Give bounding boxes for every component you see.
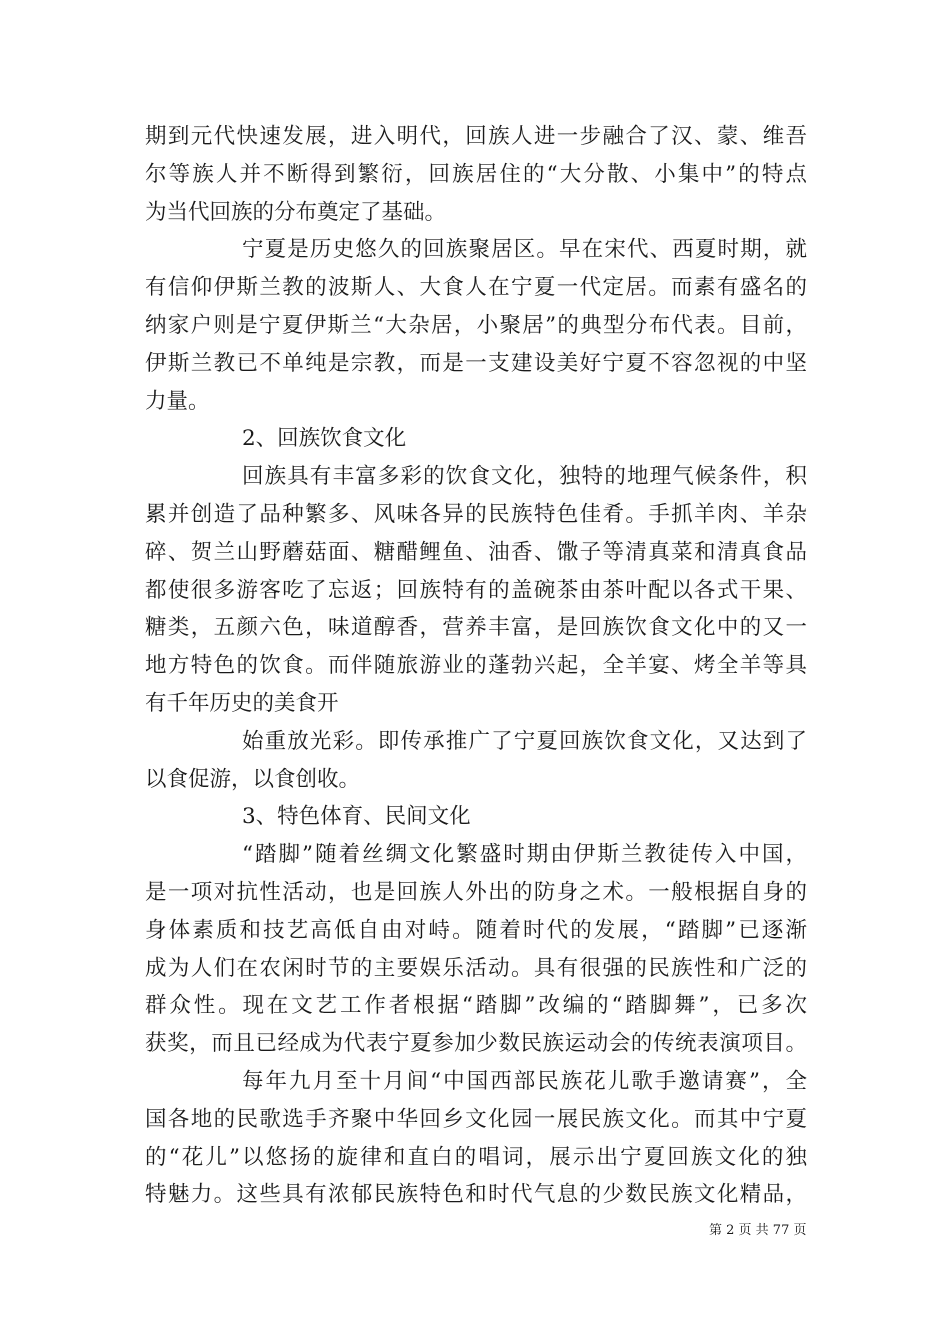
text-line: 的“花儿”以悠扬的旋律和直白的唱词，展示出宁夏回族文化的独 <box>145 1144 807 1170</box>
text-line: 特魅力。这些具有浓郁民族特色和时代气息的少数民族文化精品， <box>145 1182 807 1208</box>
text-line: 期到元代快速发展，进入明代，回族人进一步融合了汉、蒙、维吾 <box>145 124 807 149</box>
text-line: 成为人们在农闲时节的主要娱乐活动。具有很强的民族性和广泛的 <box>145 955 807 981</box>
text-line: 为当代回族的分布奠定了基础。 <box>145 199 447 225</box>
text-line: 地方特色的饮食。而伴随旅游业的蓬勃兴起，全羊宴、烤全羊等具 <box>145 653 807 679</box>
section-heading: 2、回族饮食文化 <box>242 426 407 452</box>
text-line: 伊斯兰教已不单纯是宗教，而是一支建设美好宁夏不容忽视的中坚 <box>145 350 807 376</box>
text-line: 力量。 <box>145 388 210 414</box>
text-line: 群众性。现在文艺工作者根据“踏脚”改编的“踏脚舞”，已多次 <box>145 993 807 1019</box>
text-line: 累并创造了品种繁多、风味各异的民族特色佳肴。手抓羊肉、羊杂 <box>145 501 807 527</box>
text-line: 尔等族人并不断得到繁衍，回族居住的“大分散、小集中”的特点 <box>145 161 807 187</box>
text-line: 回族具有丰富多彩的饮食文化，独特的地理气候条件，积 <box>242 464 807 490</box>
text-line: 国各地的民歌选手齐聚中华回乡文化园一展民族文化。而其中宁夏 <box>145 1106 807 1132</box>
text-line: 都使很多游客吃了忘返；回族特有的盖碗茶由茶叶配以各式干果、 <box>145 577 807 603</box>
text-line: 获奖，而且已经成为代表宁夏参加少数民族运动会的传统表演项目。 <box>145 1031 807 1057</box>
text-line: 始重放光彩。即传承推广了宁夏回族饮食文化，又达到了 <box>242 728 807 754</box>
section-heading: 3、特色体育、民间文化 <box>242 804 471 830</box>
text-line: 以食促游，以食创收。 <box>145 766 361 792</box>
page-number-footer: 第 2 页 共 77 页 <box>709 1223 807 1238</box>
text-line: 宁夏是历史悠久的回族聚居区。早在宋代、西夏时期，就 <box>242 237 807 263</box>
text-line: 是一项对抗性活动，也是回族人外出的防身之术。一般根据自身的 <box>145 879 807 905</box>
text-line: 有千年历史的美食开 <box>145 690 339 716</box>
text-line: 纳家户则是宁夏伊斯兰“大杂居，小聚居”的典型分布代表。目前， <box>145 312 807 338</box>
text-line: 身体素质和技艺高低自由对峙。随着时代的发展，“踏脚”已逐渐 <box>145 917 807 943</box>
text-line: “踏脚”随着丝绸文化繁盛时期由伊斯兰教徒传入中国， <box>242 842 807 868</box>
document-body <box>145 118 807 1214</box>
text-line: 碎、贺兰山野蘑菇面、糖醋鲤鱼、油香、馓子等清真菜和清真食品 <box>145 539 807 565</box>
text-line: 有信仰伊斯兰教的波斯人、大食人在宁夏一代定居。而素有盛名的 <box>145 275 807 301</box>
text-line: 糖类，五颜六色，味道醇香，营养丰富，是回族饮食文化中的又一 <box>145 615 807 641</box>
text-line: 每年九月至十月间“中国西部民族花儿歌手邀请赛”，全 <box>242 1068 807 1094</box>
